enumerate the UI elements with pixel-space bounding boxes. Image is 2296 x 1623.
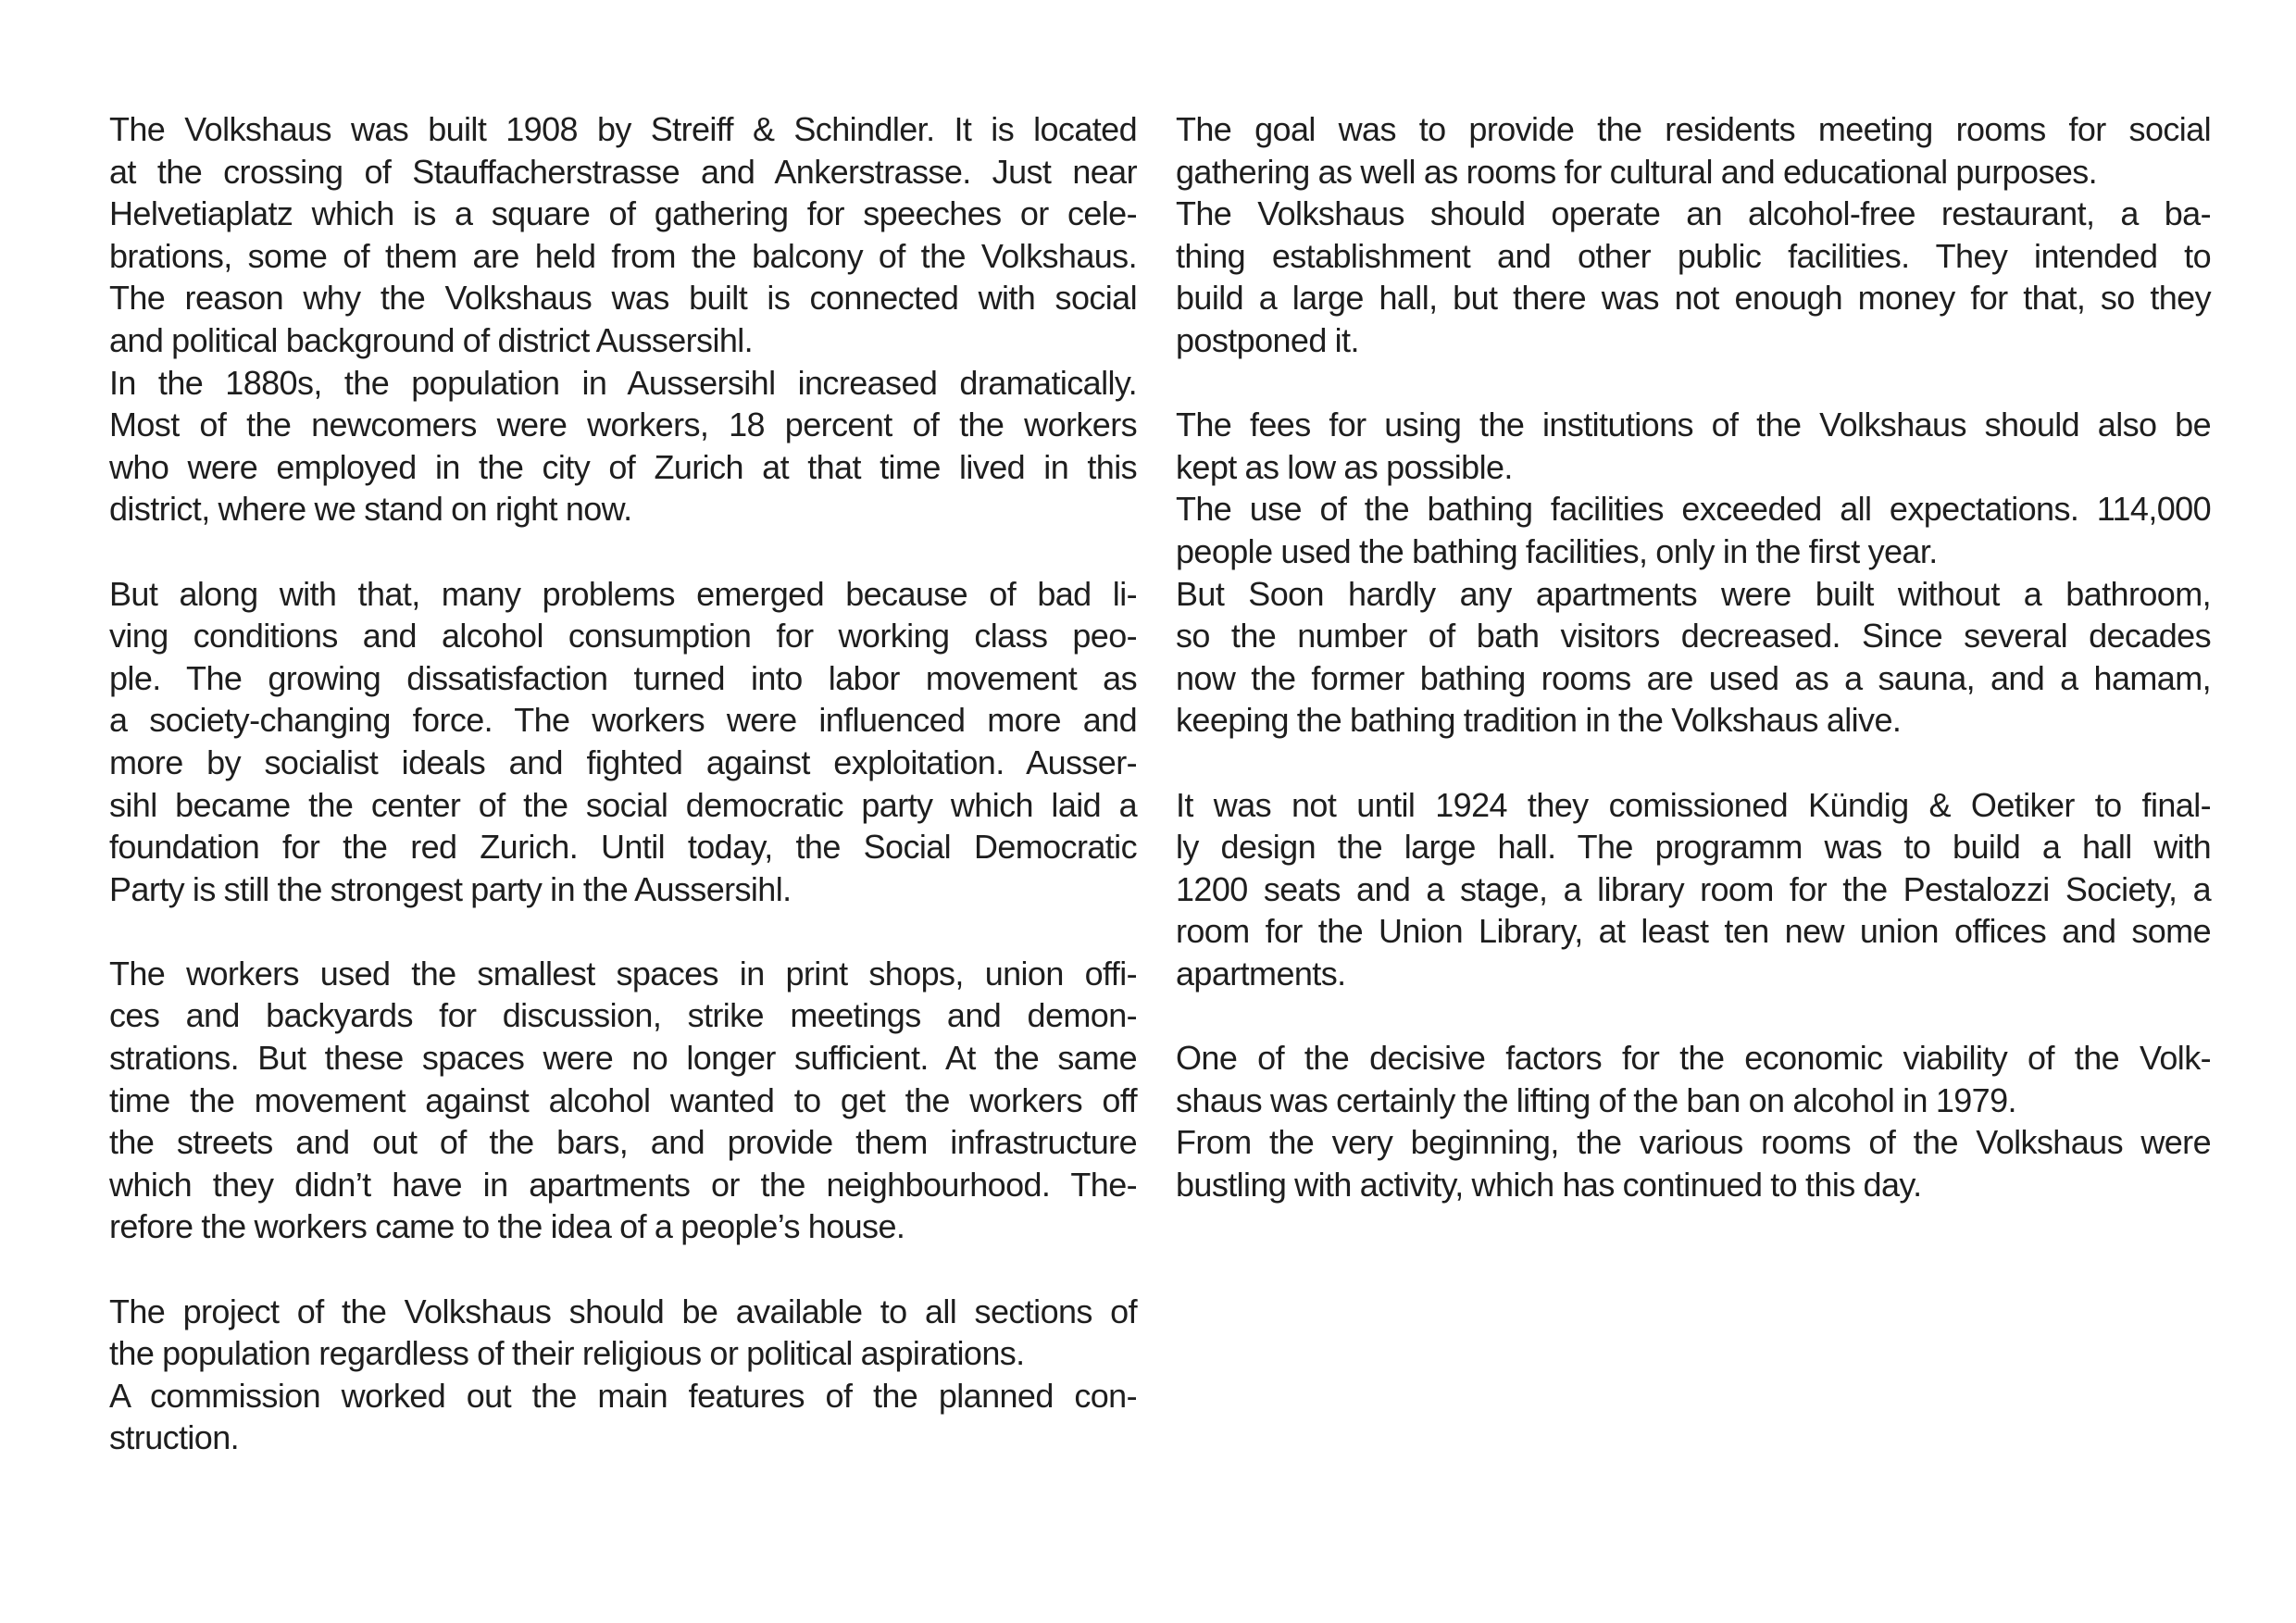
text-line: 1200 seats and a stage, a library room for the Pestalozzi Society, a <box>1176 869 2211 908</box>
right-column-paragraph <box>1176 404 2211 742</box>
text-line: more by socialist ideals and fighted against exploitation. Ausser- <box>109 743 1137 781</box>
text-line: ple. The growing dissatisfaction turned into labor movement as <box>109 658 1137 697</box>
right-text-column <box>1176 108 2211 1248</box>
text-line: ving conditions and alcohol consumption for working class peo- <box>109 617 1137 655</box>
text-line: sihl became the center of the social democratic party which laid a <box>109 785 1137 824</box>
text-line: brations, some of them are held from the balcony of the Volkshaus. <box>109 236 1137 275</box>
text-line: keeping the bathing tradition in the Volkshaus alive. <box>1176 701 1902 740</box>
text-line: time the movement against alcohol wanted to get the workers off <box>109 1080 1137 1119</box>
text-line: A commission worked out the main features of the planned con- <box>109 1376 1137 1415</box>
text-line: apartments. <box>1176 954 1346 993</box>
text-line: From the very beginning, the various rooms of the Volkshaus were <box>1176 1123 2211 1162</box>
text-line: The reason why the Volkshaus was built is connected with social <box>109 279 1137 318</box>
text-line: bustling with activity, which has continued to this day. <box>1176 1165 1922 1204</box>
text-line: The project of the Volkshaus should be available to all sections of <box>109 1292 1137 1330</box>
text-line: so the number of bath visitors decreased. Since several decades <box>1176 617 2211 655</box>
text-line: the population regardless of their religious or political aspirations. <box>109 1334 1025 1373</box>
text-line: ly design the large hall. The programm was to build a hall with <box>1176 828 2211 867</box>
text-line: The workers used the smallest spaces in print shops, union offi- <box>109 954 1137 993</box>
text-line: room for the Union Library, at least ten new union offices and some <box>1176 912 2211 951</box>
text-line: But along with that, many problems emerged because of bad li- <box>109 574 1137 613</box>
text-line: build a large hall, but there was not enough money for that, so they <box>1176 279 2211 318</box>
text-line: shaus was certainly the lifting of the ban on alcohol in 1979. <box>1176 1080 2016 1119</box>
text-line: Party is still the strongest party in the Aussersihl. <box>109 869 792 908</box>
text-line: district, where we stand on right now. <box>109 490 632 529</box>
text-line: and political background of district Aussersihl. <box>109 320 754 359</box>
left-column-paragraph <box>109 573 1137 911</box>
text-line: at the crossing of Stauffacherstrasse and Ankerstrasse. Just near <box>109 152 1137 191</box>
text-line: Helvetiaplatz which is a square of gathering for speeches or cele- <box>109 194 1137 233</box>
text-line: The use of the bathing facilities exceeded all expectations. 114,000 <box>1176 490 2211 529</box>
text-line: Most of the newcomers were workers, 18 percent of the workers <box>109 406 1137 444</box>
text-line: But Soon hardly any apartments were built without a bathroom, <box>1176 574 2211 613</box>
right-column-paragraph <box>1176 108 2211 362</box>
text-line: kept as low as possible. <box>1176 447 1513 486</box>
text-line: a society-changing force. The workers were influenced more and <box>109 701 1137 740</box>
text-line: The fees for using the institutions of the Volkshaus should also be <box>1176 406 2211 444</box>
text-line: gathering as well as rooms for cultural and educational purposes. <box>1176 152 2098 191</box>
text-line: postponed it. <box>1176 320 1359 359</box>
left-column-paragraph <box>109 1291 1137 1459</box>
text-line: ces and backyards for discussion, strike meetings and demon- <box>109 996 1137 1035</box>
text-line: It was not until 1924 they comissioned Kündig & Oetiker to final- <box>1176 785 2211 824</box>
left-column-paragraph <box>109 108 1137 531</box>
text-line: who were employed in the city of Zurich at that time lived in this <box>109 447 1137 486</box>
left-text-column <box>109 108 1137 1502</box>
text-line: which they didn’t have in apartments or the neighbourhood. The- <box>109 1165 1137 1204</box>
text-line: refore the workers came to the idea of a people’s house. <box>109 1207 905 1246</box>
text-line: now the former bathing rooms are used as a sauna, and a hamam, <box>1176 658 2211 697</box>
text-line: people used the bathing facilities, only in the first year. <box>1176 531 1938 570</box>
text-line: The Volkshaus should operate an alcohol-free restaurant, a ba- <box>1176 194 2211 233</box>
text-line: The goal was to provide the residents meeting rooms for social <box>1176 110 2211 148</box>
text-line: One of the decisive factors for the economic viability of the Volk- <box>1176 1039 2211 1078</box>
text-line: The Volkshaus was built 1908 by Streiff & Schindler. It is located <box>109 110 1137 148</box>
text-line: struction. <box>109 1418 240 1457</box>
text-line: foundation for the red Zurich. Until today, the Social Democratic <box>109 828 1137 867</box>
text-line: thing establishment and other public facilities. They intended to <box>1176 236 2211 275</box>
right-column-paragraph <box>1176 784 2211 995</box>
text-line: strations. But these spaces were no longer sufficient. At the same <box>109 1039 1137 1078</box>
text-line: the streets and out of the bars, and provide them infrastructure <box>109 1123 1137 1162</box>
text-line: In the 1880s, the population in Aussersihl increased dramatically. <box>109 363 1137 402</box>
left-column-paragraph <box>109 953 1137 1248</box>
right-column-paragraph <box>1176 1037 2211 1205</box>
